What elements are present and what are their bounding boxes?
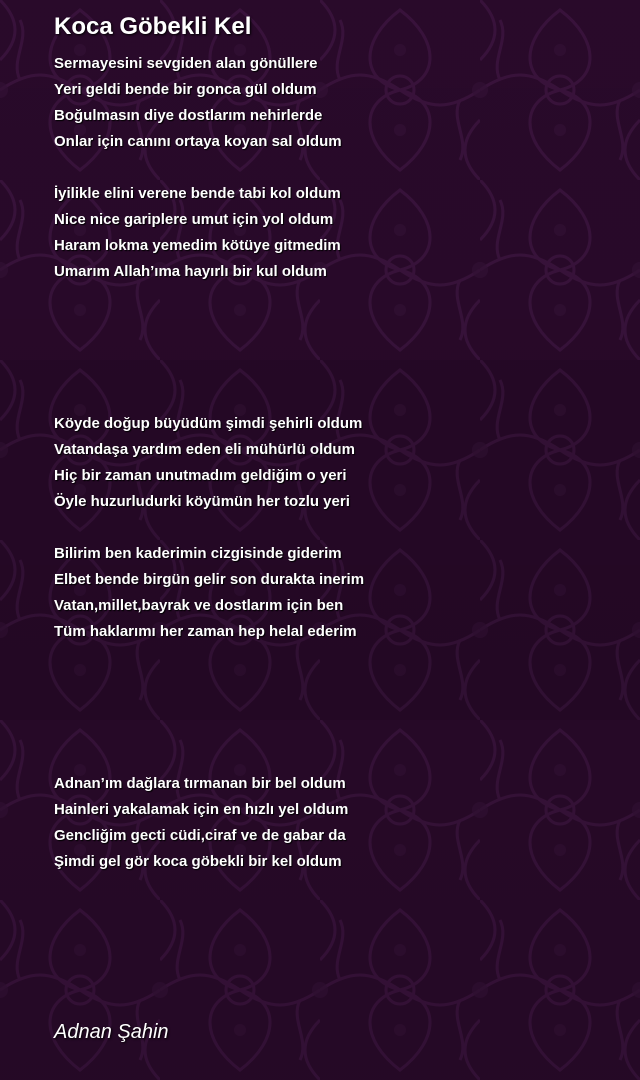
poem-line: Hainleri yakalamak için en hızlı yel oldum — [54, 801, 349, 818]
poem-author: Adnan Şahin — [54, 1021, 169, 1043]
poem-line: Vatandaşa yardım eden eli mühürlü oldum — [54, 441, 355, 458]
stanza-1 — [54, 51, 614, 155]
poem-line: Adnan’ım dağlara tırmanan bir bel oldum — [54, 775, 346, 792]
stanza-2 — [54, 181, 614, 285]
poem-line: Onlar için canını ortaya koyan sal oldum — [54, 133, 342, 150]
poem-title: Koca Göbekli Kel — [54, 13, 252, 40]
poem-line: Haram lokma yemedim kötüye gitmedim — [54, 237, 341, 254]
poem-line: İyilikle elini verene bende tabi kol oldum — [54, 185, 341, 202]
stanza-5 — [54, 771, 614, 875]
poem-line: Hiç bir zaman unutmadım geldiğim o yeri — [54, 467, 347, 484]
poem-line: Vatan,millet,bayrak ve dostlarım için ben — [54, 597, 344, 614]
poem-line: Şimdi gel gör koca göbekli bir kel oldum — [54, 853, 342, 870]
stanza-4 — [54, 541, 614, 645]
poem-line: Elbet bende birgün gelir son durakta inerim — [54, 571, 365, 588]
poem-line: Gencliğim gecti cüdi,ciraf ve de gabar da — [54, 827, 346, 844]
poem-line: Umarım Allah’ıma hayırlı bir kul oldum — [54, 263, 327, 280]
stanza-3 — [54, 411, 614, 515]
poem-line: Tüm haklarımı her zaman hep helal ederim — [54, 623, 357, 640]
poem-line: Boğulmasın diye dostlarım nehirlerde — [54, 107, 323, 124]
poem-line: Nice nice gariplere umut için yol oldum — [54, 211, 334, 228]
poem-line: Bilirim ben kaderimin cizgisinde giderim — [54, 545, 342, 562]
poem-line: Köyde doğup büyüdüm şimdi şehirli oldum — [54, 415, 363, 432]
poem-line: Yeri geldi bende bir gonca gül oldum — [54, 81, 317, 98]
poem-line: Öyle huzurludurki köyümün her tozlu yeri — [54, 493, 350, 510]
poem-line: Sermayesini sevgiden alan gönüllere — [54, 55, 318, 72]
